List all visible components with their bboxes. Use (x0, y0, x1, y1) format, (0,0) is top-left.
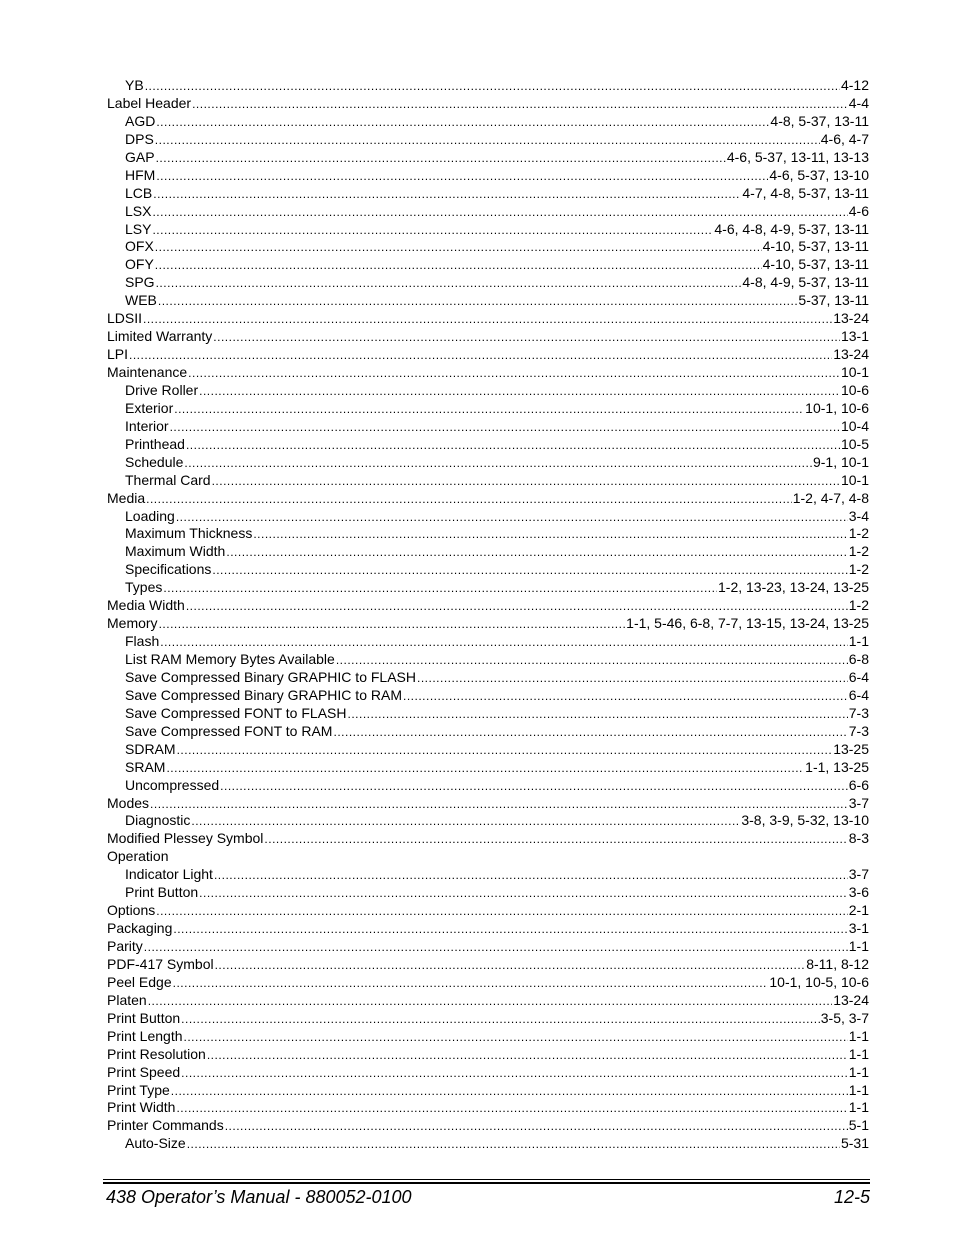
dot-leader (181, 1011, 820, 1028)
index-page-refs: 1-2 (848, 525, 869, 542)
index-term: Print Resolution (107, 1045, 206, 1062)
index-subentry (107, 113, 869, 131)
index-entry (107, 364, 869, 382)
index-entry (107, 1010, 869, 1028)
index-page-refs: 10-5 (840, 435, 869, 452)
index-page-refs: 10-6 (840, 381, 869, 398)
index-page-refs: 4-6, 5-37, 13-10 (769, 166, 869, 183)
index-term: Diagnostic (125, 812, 191, 829)
index-page-refs: 3-4 (848, 507, 869, 524)
index-entry (107, 902, 869, 920)
dot-leader (163, 580, 717, 597)
dot-leader (215, 957, 806, 974)
index-subentry (107, 866, 869, 884)
dot-leader (214, 867, 848, 884)
dot-leader (187, 1136, 840, 1153)
index-subentry (107, 185, 869, 203)
index-entry (107, 1117, 869, 1135)
index-term: Loading (125, 507, 175, 524)
index-entry (107, 346, 869, 364)
index-page-refs: 3-7 (848, 794, 869, 811)
index-subentry (107, 525, 869, 543)
index-subentry (107, 418, 869, 436)
index-term: Interior (125, 417, 169, 434)
dot-leader (186, 598, 848, 615)
index-term: Auto-Size (125, 1135, 186, 1152)
index-entry (107, 1064, 869, 1082)
index-entry (107, 310, 869, 328)
index-page-refs: 4-4 (848, 94, 869, 111)
index-page-refs: 8-11, 8-12 (806, 955, 869, 972)
index-subentry (107, 400, 869, 418)
index-page-refs: 1-1 (848, 938, 869, 954)
index-entry (107, 956, 869, 974)
index-subentry (107, 669, 869, 687)
index-term: PDF-417 Symbol (107, 955, 214, 972)
index-term: List RAM Memory Bytes Available (125, 651, 335, 667)
index-page-refs: 9-1, 10-1 (812, 453, 869, 470)
dot-leader (129, 347, 832, 364)
dot-leader (176, 1100, 847, 1117)
index-term: LPI (107, 346, 129, 363)
index-page-refs: 3-1 (848, 920, 869, 937)
index-term: Exterior (125, 399, 174, 416)
index-term: Save Compressed FONT to FLASH (125, 704, 347, 721)
dot-leader (155, 257, 762, 274)
dot-leader (212, 562, 847, 579)
index-subentry (107, 508, 869, 526)
dot-leader (152, 222, 713, 239)
index-subentry (107, 382, 869, 400)
index-page-refs: 1-1, 5-46, 6-8, 7-7, 13-15, 13-24, 13-25 (626, 615, 869, 632)
index-entry (107, 848, 869, 866)
dot-leader (145, 78, 840, 95)
index-term: Drive Roller (125, 381, 199, 398)
index-subentry (107, 705, 869, 723)
index-page-refs: 10-1 (840, 364, 869, 380)
index-entry (107, 328, 869, 346)
index-term: LSX (125, 202, 152, 219)
index-page-refs: 8-3 (848, 830, 869, 847)
dot-leader (213, 329, 840, 346)
dot-leader (150, 796, 848, 813)
index-entry (107, 1082, 869, 1100)
index-subentry (107, 741, 869, 759)
index-entry (107, 830, 869, 848)
dot-leader (253, 526, 847, 543)
index-page-refs: 3-5, 3-7 (820, 1009, 869, 1026)
index-page-refs: 13-1 (840, 328, 869, 345)
index-page-refs: 1-2 (848, 561, 869, 578)
index-term: Modified Plessey Symbol (107, 830, 264, 847)
index-page-refs: 10-4 (840, 417, 869, 434)
index-term: Memory (107, 615, 158, 632)
index-subentry (107, 256, 869, 274)
index-subentry (107, 274, 869, 292)
dot-leader (148, 993, 832, 1010)
index-subentry (107, 777, 869, 795)
index-term: Media Width (107, 597, 185, 614)
index-subentry (107, 292, 869, 310)
index-term: Packaging (107, 920, 173, 937)
index-page-refs: 13-25 (833, 740, 869, 757)
index-term: Print Length (107, 1027, 183, 1044)
dot-leader (181, 1065, 848, 1082)
index-subentry (107, 723, 869, 741)
index-subentry (107, 203, 869, 221)
index-page-refs: 5-31 (840, 1135, 869, 1152)
index-page-refs: 4-10, 5-37, 13-11 (762, 238, 869, 255)
index-subentry (107, 238, 869, 256)
index-term: Maximum Width (125, 543, 226, 560)
index-subentry (107, 221, 869, 239)
index-term: Printhead (125, 435, 185, 452)
dot-leader (336, 652, 848, 669)
index-term: LDSII (107, 310, 143, 327)
index-term: Modes (107, 794, 150, 811)
dot-leader (199, 885, 848, 902)
dot-leader (188, 365, 840, 382)
index-page-refs: 13-24 (833, 991, 869, 1008)
index-entry (107, 95, 869, 113)
index-term: LSY (125, 220, 152, 237)
index-subentry (107, 472, 869, 490)
index-term: SPG (125, 274, 155, 291)
index-page-refs: 6-4 (848, 686, 869, 703)
index-subentry (107, 77, 869, 95)
index-term: SRAM (125, 758, 166, 775)
index-term: Operation (107, 848, 169, 865)
index-subentry (107, 687, 869, 705)
index-entry (107, 1046, 869, 1064)
index-subentry (107, 436, 869, 454)
index-term: Printer Commands (107, 1117, 224, 1134)
page-footer (106, 1185, 870, 1209)
dot-leader (176, 509, 848, 526)
index-term: Thermal Card (125, 471, 211, 488)
index-term: Print Button (107, 1009, 181, 1026)
dot-leader (156, 114, 769, 131)
index-term: OFX (125, 238, 154, 255)
index-page-refs: 1-1 (848, 1081, 869, 1098)
index-page-refs: 4-8, 5-37, 13-11 (770, 112, 869, 129)
dot-leader (156, 168, 768, 185)
index-term: Print Speed (107, 1063, 181, 1080)
index-page-refs: 10-1, 10-5, 10-6 (769, 973, 869, 990)
index-subentry (107, 759, 869, 777)
index-term: Save Compressed FONT to RAM (125, 722, 333, 739)
index-subentry (107, 812, 869, 830)
index-page-refs: 4-7, 4-8, 5-37, 13-11 (742, 184, 869, 201)
index-page-refs: 1-1 (848, 1063, 869, 1080)
index-term: Save Compressed Binary GRAPHIC to RAM (125, 686, 402, 703)
dot-leader (333, 724, 847, 741)
dot-leader (417, 670, 848, 687)
index-page-refs: 10-1, 10-6 (805, 399, 869, 416)
dot-leader (153, 186, 741, 203)
index-page-refs: 1-1 (848, 1045, 869, 1062)
index-page-refs: 4-6, 5-37, 13-11, 13-13 (726, 148, 869, 165)
index-term: Maintenance (107, 364, 188, 380)
index-entry (107, 615, 869, 633)
index-page-refs: 1-2 (848, 543, 869, 560)
index-page-refs: 4-6 (848, 202, 869, 219)
dot-leader (152, 204, 847, 221)
index-subentry (107, 633, 869, 651)
index-page-refs: 6-8 (848, 651, 869, 667)
dot-leader (191, 813, 740, 830)
index-subentry (107, 543, 869, 561)
dot-leader (174, 401, 804, 418)
index-subentry (107, 131, 869, 149)
dot-leader (158, 293, 798, 310)
dot-leader (186, 437, 840, 454)
index-page-refs: 1-1, 13-25 (805, 758, 869, 775)
index-page-refs: 1-2, 4-7, 4-8 (792, 489, 869, 506)
index-term: Indicator Light (125, 866, 213, 883)
index-subentry (107, 167, 869, 185)
index-entry (107, 1028, 869, 1046)
index-page-refs: 6-4 (848, 668, 869, 685)
dot-leader (173, 975, 769, 992)
index-term: Specifications (125, 561, 212, 578)
dot-leader (171, 1083, 848, 1100)
index-entry (107, 920, 869, 938)
index-term: Options (107, 902, 156, 919)
dot-leader (347, 706, 847, 723)
index-term: DPS (125, 130, 154, 147)
index-list (107, 77, 869, 1153)
footer-page-number: 12-5 (833, 1186, 870, 1207)
index-subentry (107, 579, 869, 597)
index-term: Types (125, 579, 163, 596)
dot-leader (192, 96, 848, 113)
index-page-refs: 1-1 (848, 633, 869, 650)
footer-manual-title: 438 Operator’s Manual - 880052-0100 (106, 1186, 412, 1207)
dot-leader (160, 634, 848, 651)
dot-leader (220, 778, 848, 795)
index-page-refs: 13-24 (833, 346, 869, 363)
index-page-refs: 4-12 (840, 77, 869, 93)
index-entry (107, 992, 869, 1010)
dot-leader (226, 544, 847, 561)
dot-leader (156, 150, 726, 167)
index-term: Schedule (125, 453, 184, 470)
index-page-refs: 7-3 (848, 722, 869, 739)
index-term: LCB (125, 184, 153, 201)
index-subentry (107, 561, 869, 579)
dot-leader (403, 688, 848, 705)
index-term: Print Button (125, 884, 199, 901)
index-term: Print Type (107, 1081, 170, 1098)
index-page-refs: 1-2, 13-23, 13-24, 13-25 (718, 579, 869, 596)
index-page-refs: 10-1 (840, 471, 869, 488)
index-entry (107, 1099, 869, 1117)
index-page-refs: 4-6, 4-7 (820, 130, 869, 147)
index-page-refs: 3-6 (848, 884, 869, 901)
index-page-refs: 5-37, 13-11 (798, 292, 869, 309)
index-page-refs: 1-1 (848, 1099, 869, 1116)
index-term: GAP (125, 148, 155, 165)
dot-leader (166, 760, 804, 777)
index-entry (107, 795, 869, 813)
index-term: Peel Edge (107, 973, 172, 990)
index-entry (107, 490, 869, 508)
index-page-refs: 7-3 (848, 704, 869, 721)
index-page-refs: 4-8, 4-9, 5-37, 13-11 (742, 274, 869, 291)
index-term: SDRAM (125, 740, 176, 757)
dot-leader (143, 311, 832, 328)
dot-leader (207, 1047, 848, 1064)
index-subentry (107, 884, 869, 902)
index-term: AGD (125, 112, 156, 129)
index-term: Label Header (107, 94, 192, 111)
index-term: HFM (125, 166, 156, 183)
index-term: Save Compressed Binary GRAPHIC to FLASH (125, 668, 416, 685)
dot-leader (156, 903, 848, 920)
dot-leader (184, 455, 812, 472)
dot-leader (159, 616, 626, 633)
index-page-refs: 1-1 (848, 1027, 869, 1044)
index-term: OFY (125, 256, 154, 273)
index-page-refs: 1-2 (848, 597, 869, 614)
index-term: Flash (125, 633, 160, 650)
dot-leader (177, 742, 833, 759)
index-subentry (107, 454, 869, 472)
index-term: Limited Warranty (107, 328, 213, 345)
index-subentry (107, 149, 869, 167)
dot-leader (184, 1029, 848, 1046)
index-term: YB (125, 77, 144, 93)
index-entry (107, 938, 869, 956)
footer-rule (103, 1179, 870, 1180)
index-page-refs: 6-6 (848, 776, 869, 793)
dot-leader (264, 831, 847, 848)
dot-leader (212, 473, 840, 490)
dot-leader (146, 491, 792, 508)
dot-leader (156, 275, 742, 292)
footer-rule-thick (103, 1182, 870, 1184)
index-page-refs: 13-24 (833, 310, 869, 327)
index-page-refs: 2-1 (848, 902, 869, 919)
index-entry (107, 974, 869, 992)
index-term: Media (107, 489, 146, 506)
index-subentry (107, 651, 869, 669)
index-term: Print Width (107, 1099, 176, 1116)
index-term: Maximum Thickness (125, 525, 253, 542)
index-subentry (107, 1135, 869, 1153)
dot-leader (155, 132, 820, 149)
dot-leader (170, 419, 840, 436)
dot-leader (155, 239, 762, 256)
index-page-refs: 4-6, 4-8, 4-9, 5-37, 13-11 (714, 220, 869, 237)
index-term: Platen (107, 991, 147, 1008)
index-term: Parity (107, 938, 143, 954)
index-page-refs: 5-1 (848, 1117, 869, 1134)
dot-leader (225, 1118, 848, 1135)
dot-leader (144, 939, 848, 956)
index-page-refs: 3-8, 3-9, 5-32, 13-10 (741, 812, 869, 829)
index-entry (107, 597, 869, 615)
dot-leader (199, 383, 840, 400)
index-term: WEB (125, 292, 157, 309)
dot-leader (173, 921, 847, 938)
index-term: Uncompressed (125, 776, 220, 793)
index-page-refs: 3-7 (848, 866, 869, 883)
index-page-refs: 4-10, 5-37, 13-11 (762, 256, 869, 273)
